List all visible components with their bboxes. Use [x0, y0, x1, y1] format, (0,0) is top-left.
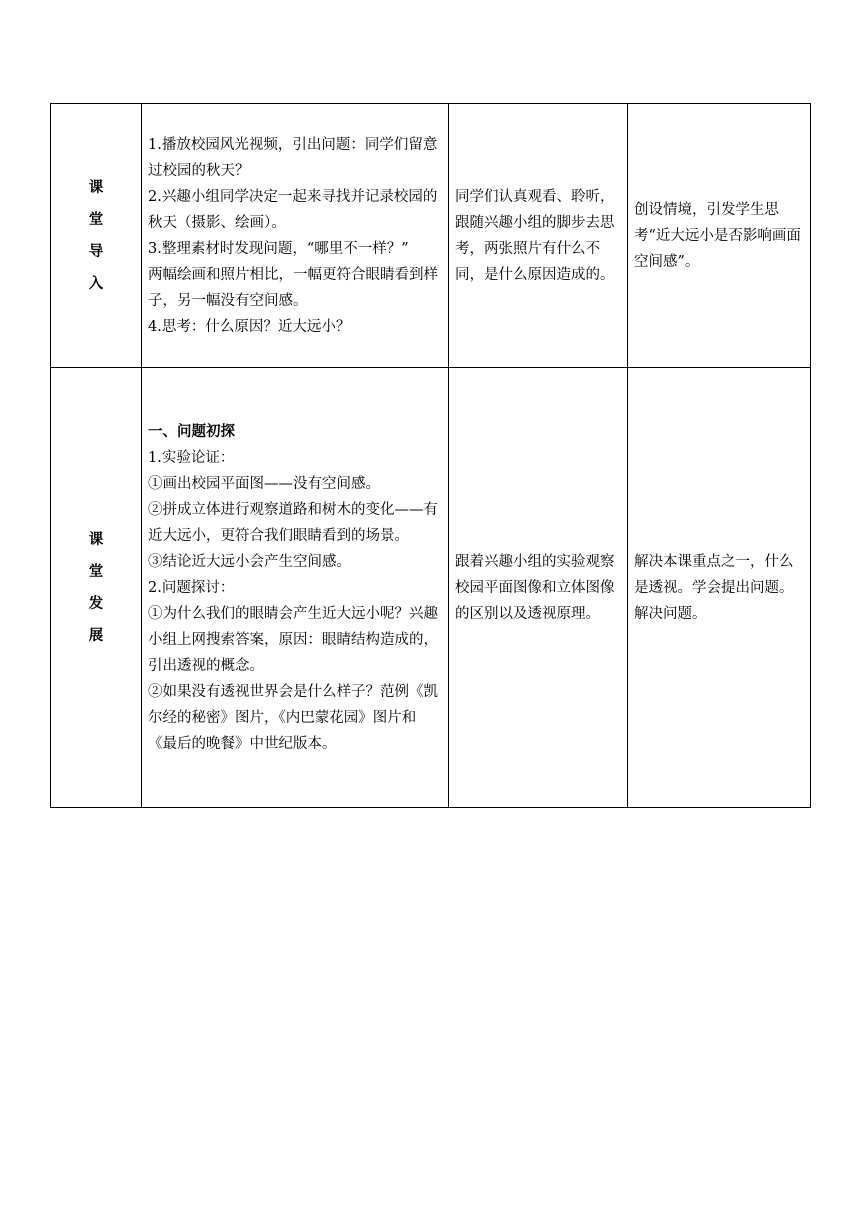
activity-heading: 一、问题初探 [148, 422, 235, 440]
student-activity-cell: 同学们认真观看、聆听，跟随兴趣小组的脚步去思考，两张照片有什么不同，是什么原因造成的。 [449, 104, 628, 368]
section-char: 课 [88, 178, 104, 196]
activity-line: ③结论近大远小会产生空间感。 [148, 553, 351, 570]
activity-line: 4.思考：什么原因？近大远小？ [148, 318, 351, 335]
section-char: 堂 [88, 562, 104, 580]
lesson-plan-table [50, 103, 811, 808]
design-intent-cell: 创设情境，引发学生思考“近大远小是否影响画面空间感”。 [628, 104, 811, 368]
section-char: 课 [88, 530, 104, 548]
section-char: 发 [88, 594, 104, 612]
teacher-activity-cell [142, 368, 449, 808]
activity-line: ①为什么我们的眼睛会产生近大远小呢？兴趣小组上网搜索答案，原因：眼睛结构造成的，引出透视的概念。 [148, 605, 438, 674]
activity-line: 1.播放校园风光视频，引出问题：同学们留意过校园的秋天？ [148, 136, 438, 179]
section-label-development [51, 368, 142, 808]
teacher-activity-cell [142, 104, 449, 368]
student-activity-cell: 跟着兴趣小组的实验观察校园平面图像和立体图像的区别以及透视原理。 [449, 368, 628, 808]
section-char: 堂 [88, 210, 104, 228]
section-char: 导 [88, 242, 104, 260]
activity-line: 2.兴趣小组同学决定一起来寻找并记录校园的秋天（摄影、绘画）。 [148, 188, 438, 231]
section-label-intro [51, 104, 142, 368]
activity-line: 2.问题探讨： [148, 579, 235, 596]
activity-line: ②拼成立体进行观察道路和树木的变化——有近大远小，更符合我们眼睛看到的场景。 [148, 501, 438, 544]
section-char: 入 [88, 274, 104, 292]
section-char: 展 [88, 626, 104, 644]
activity-line: 两幅绘画和照片相比，一幅更符合眼睛看到样子，另一幅没有空间感。 [148, 266, 438, 309]
activity-line: ②如果没有透视世界会是什么样子？范例《凯尔经的秘密》图片，《内巴蒙花园》图片和《最后的晚餐》中世纪版本。 [148, 683, 438, 752]
table-row-classroom-development [51, 368, 811, 808]
activity-line: 1.实验论证： [148, 449, 235, 466]
activity-line: 3.整理素材时发现问题，“哪里不一样？” [148, 240, 409, 257]
table-row-classroom-intro [51, 104, 811, 368]
activity-line: ①画出校园平面图——没有空间感。 [148, 475, 380, 492]
design-intent-cell: 解决本课重点之一，什么是透视。学会提出问题。解决问题。 [628, 368, 811, 808]
